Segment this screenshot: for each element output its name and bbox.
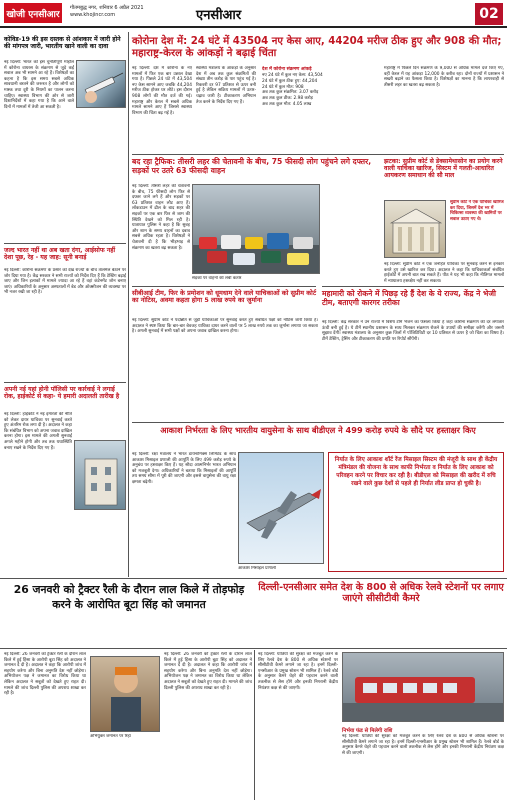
stats-line: 24 घंटे में कुल ठीक हुए: 44,204 bbox=[262, 78, 318, 84]
cctv-body-continued: नई दिल्ली: यात्रियों की सुरक्षा को मजबूत करने के लिए रेलवे देश के 800 से अधिक स्टेशनों पर सीसीटीवी कैमरे लगाने जा रहा है। इनमें दिल्ली-एनसीआर के प्रमुख स्टेशन भी शामिल हैं। रेलवे बोर्ड के अनुसार कैमरे चेहरे की पहचान करने वाली तकनीक से लैस होंगे और इनकी निगरानी केंद्रीय नियंत्रण कक्ष से की जाएगी। bbox=[342, 734, 504, 756]
article-rule bbox=[4, 243, 126, 244]
main-body-3: महाराष्ट्र में पिछले दिन संक्रमण के 9,000 से अधिक मामले दर्ज किए गए, वहीं केरल में यह आंकड़ा 12,000 के करीब रहा। दोनों राज्यों में प्रशासन ने सख्ती बढ़ाने का फैसला किया है। विशेषज्ञों का मानना है कि लापरवाही से तीसरी लहर का खतरा बढ़ सकता है। bbox=[384, 66, 504, 88]
missile-photo-caption: आकाश मिसाइल प्रणाली bbox=[238, 566, 276, 571]
stats-line: अब तक कुल ठीक: 2.98 करोड़ bbox=[262, 96, 313, 102]
aviation-highlight-box bbox=[328, 452, 504, 572]
court-photo-caption: सुप्रीम कोर्ट ने एक याचिका खारिज कर दिया, जिसमें देश भर में चिकित्सा व्यवस्था की खामियों पर सवाल उठाए गए थे। bbox=[450, 200, 504, 222]
date-line bbox=[70, 5, 144, 19]
vaccine-photo bbox=[76, 60, 126, 108]
main-body-2: स्वास्थ्य मंत्रालय के आंकड़ों के अनुसार देश में अब तक कुल संक्रमितों की संख्या तीन करोड़ के पार पहुंच गई है। रिकवरी दर 97 प्रतिशत से ऊपर बनी हुई है लेकिन सक्रिय मामलों में उतार-चढ़ाव जारी है। टीकाकरण अभियान तेज करने के निर्देश दिए गए हैं। bbox=[196, 66, 256, 105]
court-body: नई दिल्ली: सुप्रीम कोर्ट ने एक जनहित याचिका पर सुनवाई करने से इनकार करते हुए उसे खारिज कर दिया। अदालत ने कहा कि याचिकाकर्ता संबंधित हाईकोर्ट में अपनी बात रख सकते हैं। पीठ ने यह भी कहा कि नीतिगत मामलों में न्यायालय हस्तक्षेप नहीं कर सकता। bbox=[384, 262, 504, 284]
stats-line: अब तक कुल मौत: 4.05 लाख bbox=[262, 101, 312, 107]
left-top-headline: कोविड-19 की इस दस्तक से आंशकार में जारी होने की मांगपत्र जारी, भारतीय खाने वाली का दावा bbox=[4, 36, 121, 51]
masthead bbox=[0, 0, 507, 28]
traffic-photo-caption: सड़कों पर वाहनों की लंबी कतार bbox=[192, 276, 242, 281]
main-body-1: नई दिल्ली: देश में कोरोना के नए मामलों में फिर एक बार उछाल देखा गया है। पिछले 24 घंटे में 43,504 नए केस सामने आए जबकि 44,204 मरीज ठीक होकर घर लौटे। इस दौरान 908 लोगों की मौत दर्ज की गई। महाराष्ट्र और केरल में सबसे अधिक मामले सामने आए हैं जिससे स्वास्थ्य विभाग की चिंता बढ़ गई है। bbox=[132, 66, 192, 116]
accused-photo-caption: अभियुक्त जमानत पर रिहा bbox=[90, 734, 131, 739]
main-headline: कोरोना देश में: 24 घंटे में 43504 नए केस आए, 44204 मरीज ठीक हुए और 908 की मौत; महाराष्ट्र-केरल के आंकड़ों ने बढ़ाई चिंता bbox=[132, 36, 502, 59]
column-rule bbox=[254, 650, 255, 800]
left-low-headline: अपनी नई यहां होनी पॉलिसी पर कार्रवाई ने लगाई रोक, हाईकोर्ट से कहा- ये हमारी अदालती तारीख है bbox=[4, 386, 120, 401]
accused-photo bbox=[90, 656, 160, 732]
third-wave-body: नई दिल्ली: तीसरी लहर की चेतावनी के बीच, 75 फीसदी लोग फिर से दफ्तर जाने लगे हैं और सड़कों पर 63 प्रतिशत वाहन लौट आए हैं। लॉकडाउन में ढील के बाद शहर की सड़कों पर एक बार फिर से जाम की स्थिति देखने को मिल रही है। यातायात पुलिस ने कहा है कि सुबह और शाम के समय वाहनों का दबाव सबसे अधिक रहता है। विशेषज्ञों ने चेतावनी दी है कि भीड़भाड़ से संक्रमण का खतरा बढ़ सकता है। bbox=[132, 184, 190, 251]
cctv-headline: दिल्ली-एनसीआर समेत देश के 800 से अधिक रेलवे स्टेशनों पर लगाए जाएंगे सीसीटीवी कैमरे bbox=[258, 582, 504, 605]
train-icon bbox=[343, 653, 504, 722]
aviation-headline: आकाश निर्भरता के लिए भारतीय वायुसेना के साथ बीडीएल ने 499 करोड़ रुपये के सौदे पर हस्ताक्षर किए bbox=[160, 425, 476, 435]
cctv-body: नई दिल्ली: यात्रियों की सुरक्षा को मजबूत करने के लिए रेलवे देश के 800 से अधिक स्टेशनों पर सीसीटीवी कैमरे लगाने जा रहा है। इनमें दिल्ली-एनसीआर के प्रमुख स्टेशन भी शामिल हैं। रेलवे बोर्ड के अनुसार कैमरे चेहरे की पहचान करने वाली तकनीक से लैस होंगे और इनकी निगरानी केंद्रीय नियंत्रण कक्ष से की जाएगी। bbox=[258, 652, 338, 691]
third-wave-headline: बद रहा ट्रैफिक: तीसरी लहर की चेतावनी के बीच, 75 फीसदी लोग पहुंचने लगे दफ्तर, सड़कों पर उतरे 63 फीसदी वाहन bbox=[132, 157, 372, 175]
stats-box bbox=[262, 66, 380, 152]
missile-photo bbox=[238, 452, 324, 564]
court-photo bbox=[384, 200, 446, 258]
person-icon bbox=[91, 657, 160, 732]
stats-line: नए 24 घंटे में कुल नए केस: 43,504 bbox=[262, 73, 323, 78]
aviation-highlight-text: निर्यात के लिए आकाश शॉर्ट रेंज मिसाइल सिस्टम की मंजूरी के साथ ही केंद्रीय मंत्रिमंडल की योजना के साथ काफी निर्भरता व निर्यात के लिए आकाश को परिवहन करने पर विचार कर रही है। बीडीएल को मिसाइल की खरीद में रुचि रखने वाले कुछ देशों से पहले ही निर्यात लीड प्राप्त हो चुकी है। bbox=[334, 457, 498, 487]
page-number: 02 bbox=[475, 3, 503, 25]
bail-body-continued: नई दिल्ली: 26 जनवरी को ट्रैक्टर रैली के दौरान लाल किले में हुई हिंसा के आरोपी बूटा सिंह को अदालत ने जमानत दे दी है। अदालत ने कहा कि आरोपी जांच में सहयोग करेगा और बिना अनुमति देश नहीं छोड़ेगा। अभियोजन पक्ष ने जमानत का विरोध किया था लेकिन अदालत ने सबूतों को देखते हुए राहत दी। मामले की जांच दिल्ली पुलिस की अपराध शाखा कर रही है। bbox=[164, 652, 252, 691]
section-title: एनसीआर bbox=[196, 8, 242, 23]
bail-headline: 26 जनवरी को ट्रैक्टर रैली के दौरान लाल किले में तोड़फोड़ करने के आरोपित बूटा सिंह को जमानत bbox=[13, 583, 245, 611]
court-headline: झटका: सुप्रीम कोर्ट से डेक्सामेथासोन का प्रयोग करने वाली याचिका खारिज, सिस्टम में गलती-आधारित आयकरण समाधान की सौ माल bbox=[384, 158, 503, 180]
left-low-body: नई दिल्ली: हाईकोर्ट ने नई इमारतों की नीति को लेकर दायर याचिका पर सुनवाई करते हुए अंतरिम रोक लगा दी है। अदालत ने कहा कि संबंधित विभाग को अपना जवाब दाखिल करना होगा। इस मामले की अगली सुनवाई अगले महीने होगी और तब तक यथास्थिति बनाए रखने के निर्देश दिए गए हैं। bbox=[4, 412, 72, 451]
article-rule bbox=[132, 286, 316, 287]
article-rule bbox=[132, 422, 504, 423]
building-icon bbox=[75, 441, 126, 510]
states-body: नई दिल्ली: केंद्र सरकार ने उन राज्यों में विशेष टीमें भेजने का फैसला किया है जहां कोरोना संक्रमण की दर लगातार ऊंची बनी हुई है। ये टीमें स्थानीय प्रशासन के साथ मिलकर संक्रमण रोकने के उपायों की समीक्षा करेंगी और जरूरी सुझाव देंगी। स्वास्थ्य मंत्रालय के अनुसार कुछ जिलों में पॉजिटिविटी दर 10 प्रतिशत से ऊपर है जो चिंता का विषय है। टीमें टेस्टिंग, ट्रेसिंग और टीकाकरण की प्रगति पर रिपोर्ट सौंपेंगी। bbox=[322, 320, 504, 342]
station-photo bbox=[342, 652, 504, 722]
cctv-subheadline: निर्भया फंड से मिलेगी राशि bbox=[342, 728, 393, 734]
cbi-headline: सीबीआई टीम, फिर के प्रमोशन को धूमधाम देने वाले याचिकाओं को सुप्रीम कोर्ट का नोटिस, अवमा कहता होगा 5 लाख रुपये का जुर्माना bbox=[132, 289, 317, 305]
stats-title: देश में कोरोना संक्रमण आंकड़े bbox=[262, 67, 312, 72]
aviation-body: नई दिल्ली: रक्षा मंत्रालय ने भारत डायनामिक्स लिमिटेड के साथ आकाश मिसाइल प्रणाली की आपूर्ति के लिए 499 करोड़ रुपये के अनुबंध पर हस्ताक्षर किए हैं। यह सौदा आत्मनिर्भर भारत अभियान को मजबूती देगा। अधिकारियों ने बताया कि मिसाइलों की आपूर्ति तय समय सीमा में पूरी की जाएगी और इससे वायुसेना की वायु रक्षा क्षमता बढ़ेगी। bbox=[132, 452, 236, 485]
traffic-illustration bbox=[193, 185, 320, 274]
syringe-icon bbox=[77, 61, 126, 108]
jet-icon bbox=[239, 453, 324, 564]
states-headline: महामारी को रोकने में पिछड़ रहे हैं देश के ये राज्य, केंद्र ने भेजी टीम, बताएगी कारगर तरीका bbox=[322, 289, 496, 307]
article-rule bbox=[4, 382, 126, 383]
court-building-icon bbox=[385, 201, 446, 258]
brand-logo: खोजी एनसीआर bbox=[4, 3, 62, 23]
column-rule bbox=[128, 32, 129, 577]
article-rule bbox=[322, 286, 504, 287]
bail-body: नई दिल्ली: 26 जनवरी को ट्रैक्टर रैली के दौरान लाल किले में हुई हिंसा के आरोपी बूटा सिंह को अदालत ने जमानत दे दी है। अदालत ने कहा कि आरोपी जांच में सहयोग करेगा और बिना अनुमति देश नहीं छोड़ेगा। अभियोजन पक्ष ने जमानत का विरोध किया था लेकिन अदालत ने सबूतों को देखते हुए राहत दी। मामले की जांच दिल्ली पुलिस की अपराध शाखा कर रही है। bbox=[4, 652, 86, 697]
building-photo bbox=[74, 440, 126, 510]
left-top-body: नई दिल्ली: भारत को इस चुनौतीपूर्ण माहौल में कोरोना वायरस के संक्रमण से जुड़े कई सवाल अब भी सामने आ रहे हैं। विशेषज्ञों का कहना है कि इस समय सबसे अधिक सावधानी बरतने की जरूरत है और लोगों को मास्क तथा दूरी के नियमों का पालन करना चाहिए। स्वास्थ्य विभाग की ओर से जारी दिशानिर्देशों में कहा गया है कि आने वाले दिनों में मामलों में तेजी आ सकती है। bbox=[4, 60, 74, 110]
date-line-1: गौतमबुद्ध नगर, शनिवार 6 अप्रैल 2021 bbox=[70, 5, 144, 11]
traffic-photo bbox=[192, 184, 320, 274]
left-mid-headline: जल्द भारत नहीं था अब खता दंगा, आईसोफ नहीं देशा पूछ, रेह - यह जाह: सूनी बनाई bbox=[4, 247, 116, 262]
stats-line: अब तक कुल संक्रमित: 3.07 करोड़ bbox=[262, 90, 319, 96]
cbi-body: नई दिल्ली: सुप्रीम कोर्ट ने पदोन्नति से जुड़ी याचिकाओं पर सुनवाई करते हुए संबंधित पक्षों को नोटिस जारी किया है। अदालत ने स्पष्ट किया कि बार-बार बेवजह याचिका दायर करने वालों पर 5 लाख रुपये तक का जुर्माना लगाया जा सकता है। अगली सुनवाई में सभी पक्षों को अपना जवाब दाखिल करना होगा। bbox=[132, 318, 318, 335]
section-rule bbox=[0, 578, 507, 579]
article-rule bbox=[132, 154, 504, 155]
left-mid-body: नई दिल्ली: कोरोना संक्रमण के प्रसार को देख राज्यों के बीच तालमेल बैठाने पर जोर दिया गया है। केंद्र सरकार ने सभी राज्यों को निर्देश दिए हैं कि टेस्टिंग बढ़ाई जाए और जिन इलाकों में मामले ज्यादा आ रहे हैं वहां कंटेनमेंट जोन बनाए जाएं। अधिकारियों के अनुसार अस्पतालों में बेड और ऑक्सीजन की व्यवस्था पर भी नजर रखी जा रही है। bbox=[4, 268, 126, 296]
date-line-2: www.khojincr.com bbox=[70, 12, 116, 18]
stats-line: 24 घंटे में कुल मौत: 908 bbox=[262, 84, 304, 90]
section-rule bbox=[0, 648, 507, 649]
